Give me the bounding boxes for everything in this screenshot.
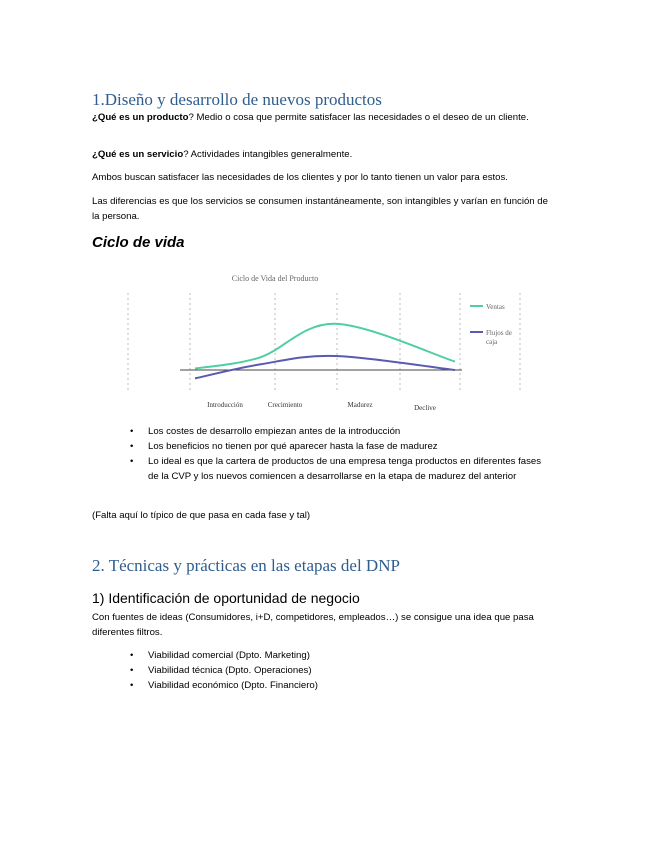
servicio-question: ¿Qué es un servicio [92,149,184,160]
chart-title: Ciclo de Vida del Producto [231,274,319,283]
bullet-icon: • [130,441,134,452]
paragraph-producto [92,110,552,125]
chart-legend [470,303,512,346]
subsection-1-title: 1) Identificación de oportunidad de negocio [92,590,360,606]
bullet-text: Los costes de desarrollo empiezan antes de la introducción [148,426,401,437]
bullet-icon: • [130,665,134,676]
servicio-definition: ? Actividades intangibles generalmente. [183,149,353,160]
bullet-icon: • [130,680,134,691]
bullet-text: Viabilidad económico (Dpto. Financiero) [148,680,318,691]
list-item [130,663,550,678]
paragraph-servicio [92,147,552,162]
ciclo-note: (Falta aquí lo típico de que pasa en cada fase y tal) [92,510,311,521]
bullet-text: Viabilidad comercial (Dpto. Marketing) [148,650,310,661]
chart-x-labels [207,401,436,412]
x-tick-label-0: Introducción [207,401,243,409]
paragraph-diferencias: Las diferencias es que los servicios se consumen instantáneamente, son intangibles y varían en función de la persona. [92,196,548,222]
bullet-icon: • [130,426,134,437]
producto-definition: ? Medio o cosa que permite satisfacer las necesidades o el deseo de un cliente. [188,112,529,123]
producto-question: ¿Qué es un producto [92,112,189,123]
series-flujos-caja-line [195,356,455,379]
bullet-text: Los beneficios no tienen por qué aparecer hasta la fase de madurez [148,441,438,452]
series-ventas-line [195,324,455,369]
x-tick-label-3: Declive [414,404,436,412]
viabilidad-bullet-list [130,648,550,693]
legend-label-1: Flujos de caja [486,329,512,346]
bullet-icon: • [130,456,134,467]
list-item [130,424,550,439]
bullet-text: Viabilidad técnica (Dpto. Operaciones) [148,665,312,676]
chart-dashed-verticals [128,293,520,393]
bullet-text: Lo ideal es que la cartera de productos de una empresa tenga productos en diferentes fases de la CVP y los nuevos comiencen a desarrollarse en la etapa de madurez del anterior [148,456,542,482]
section-1-title: 1.Diseño y desarrollo de nuevos productos [92,90,382,109]
ciclo-heading: Ciclo de vida [92,234,185,251]
paragraph-ambos: Ambos buscan satisfacer las necesidades de los clientes y por lo tanto tienen un valor para estos. [92,172,508,183]
ciclo-bullet-list [130,424,550,484]
x-tick-label-2: Madurez [347,401,373,409]
list-item [130,648,550,663]
paragraph-fuentes: Con fuentes de ideas (Consumidores, i+D, competidores, empleados…) se consigue una idea que pasa diferentes filtros. [92,612,534,638]
list-item [130,678,550,693]
section-2-title: 2. Técnicas y prácticas en las etapas del DNP [92,556,400,575]
x-tick-label-1: Crecimiento [267,401,303,409]
list-item [130,454,550,484]
product-lifecycle-chart [125,268,525,418]
bullet-icon: • [130,650,134,661]
legend-label-0: Ventas [486,303,505,311]
list-item [130,439,550,454]
